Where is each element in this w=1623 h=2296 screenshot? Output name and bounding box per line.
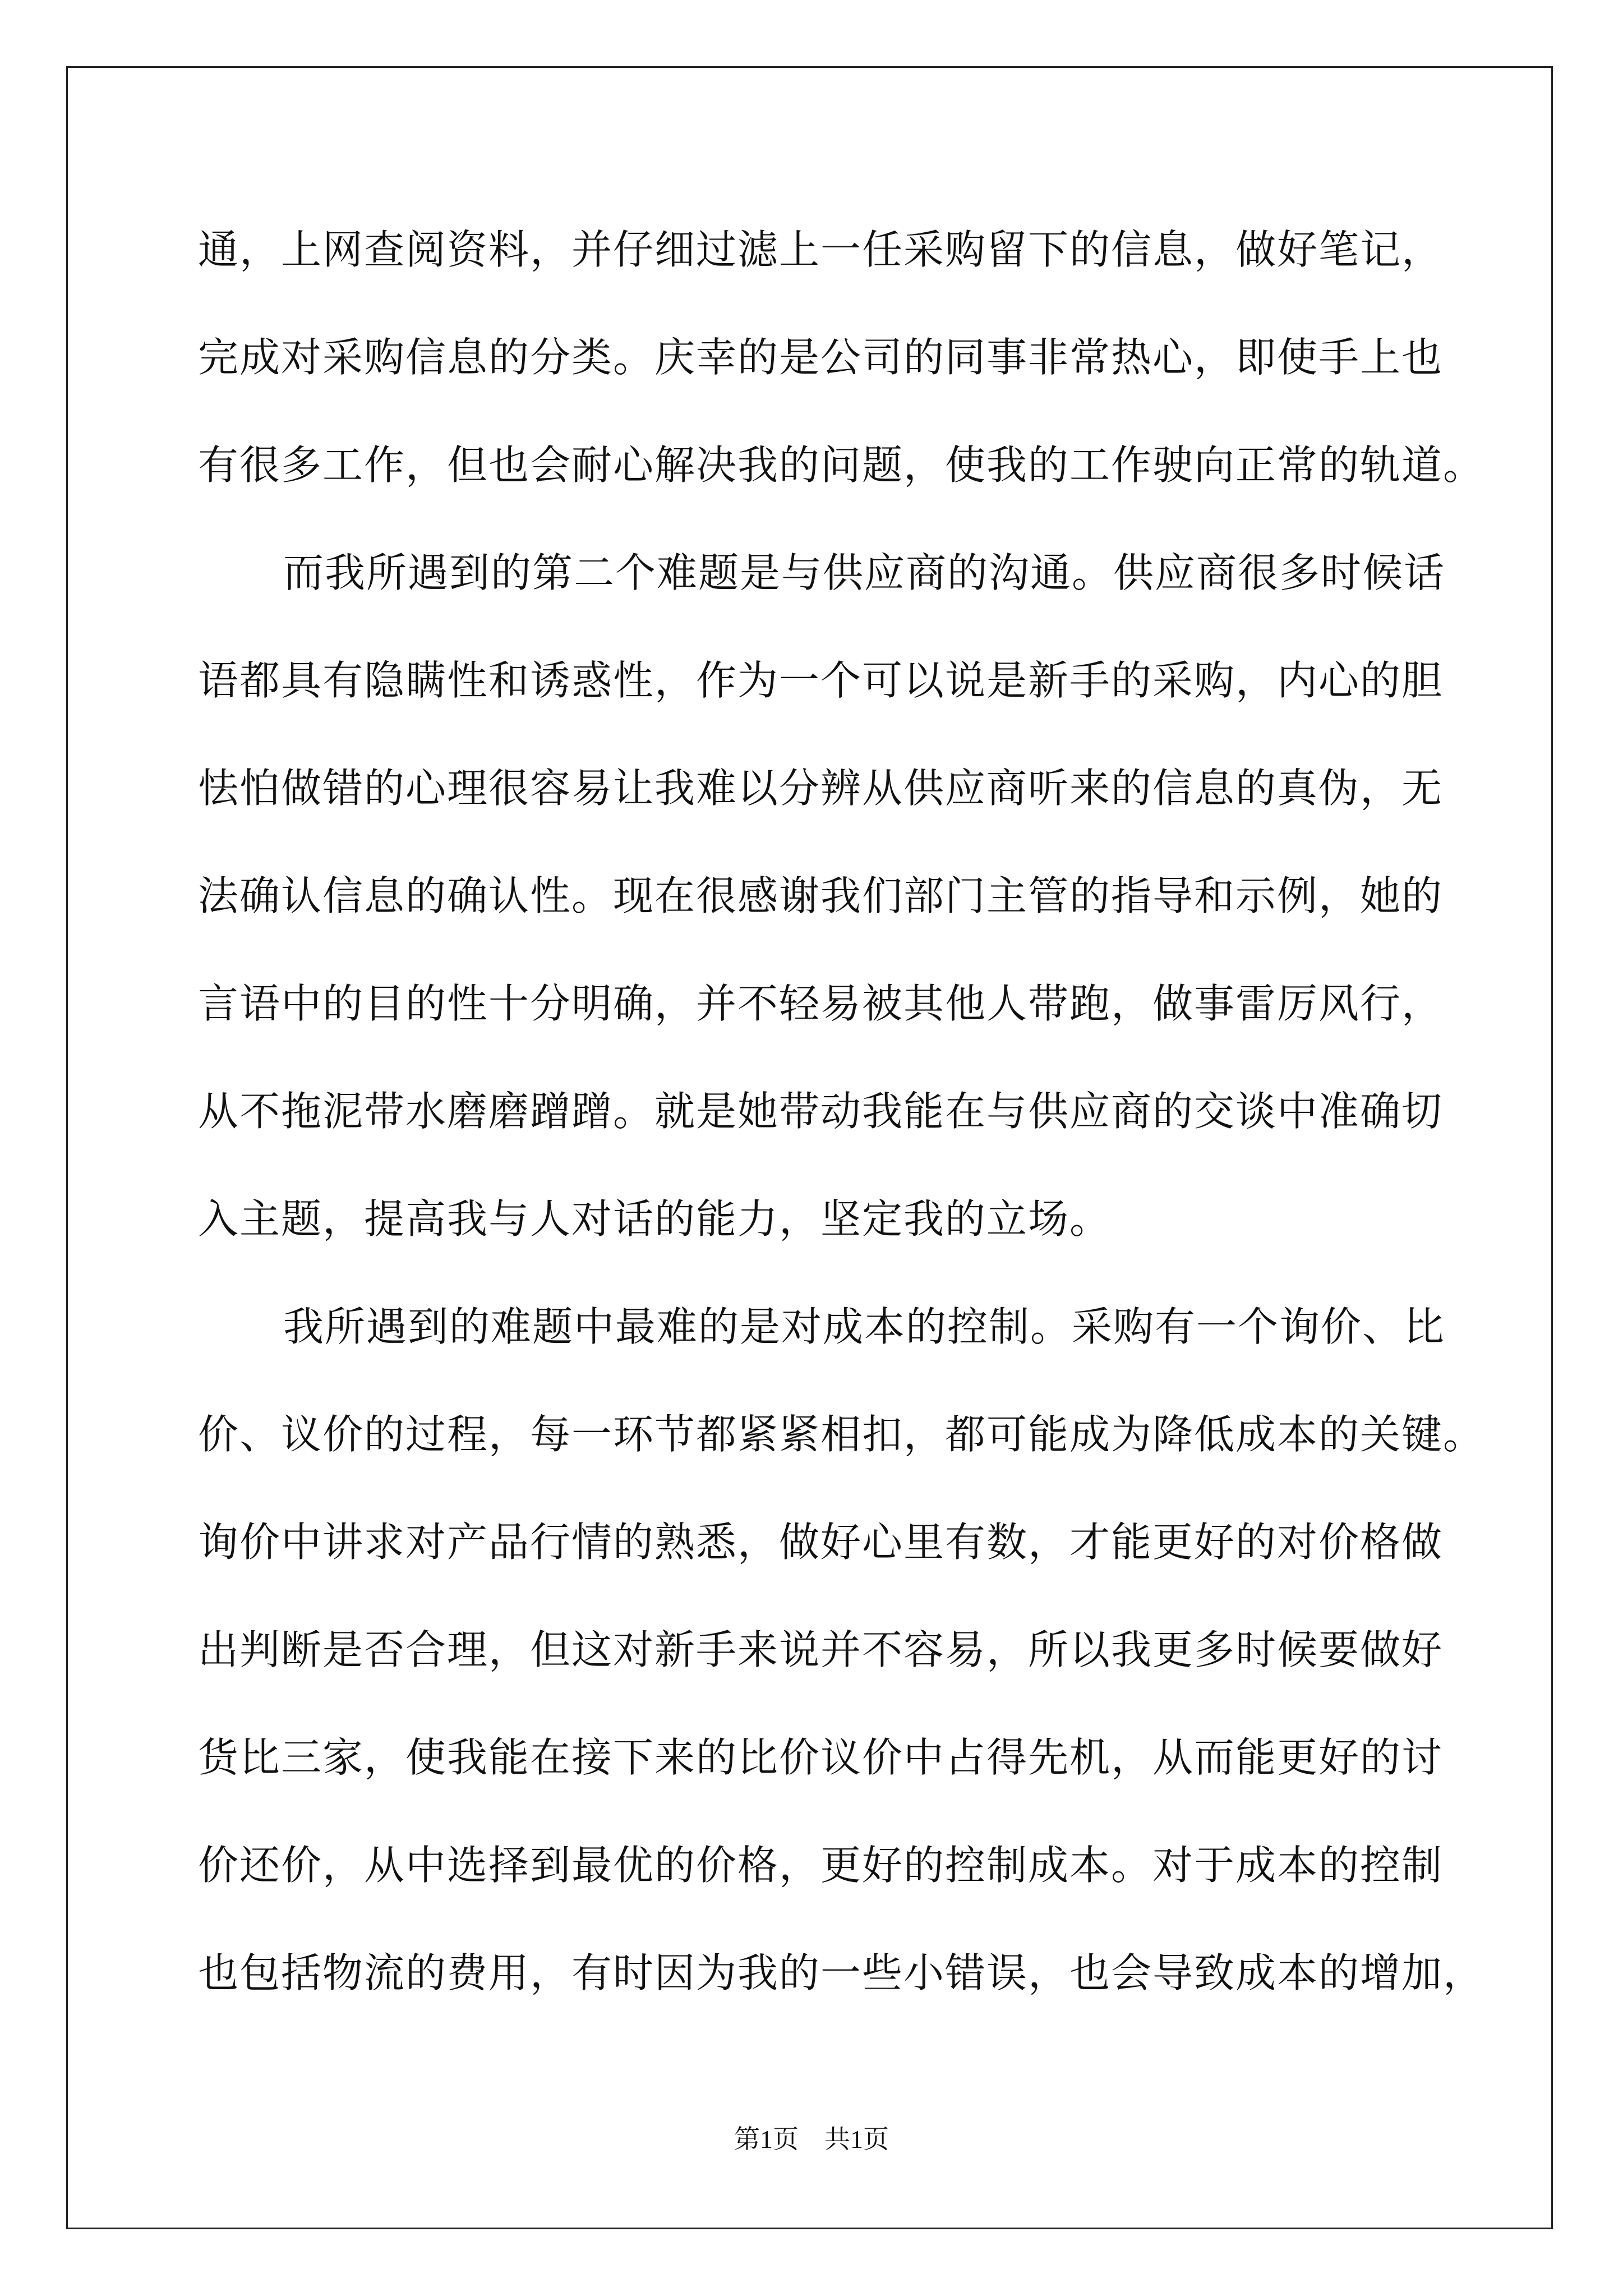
text-line: 出判断是否合理，但这对新手来说并不容易，所以我更多时候要做好 (198, 1626, 1444, 1673)
text-line: 而我所遇到的第二个难题是与供应商的沟通。供应商很多时候话 (283, 549, 1446, 596)
text-line: 价还价，从中选择到最优的价格，更好的控制成本。对于成本的控制 (198, 1842, 1444, 1889)
text-line: 从不拖泥带水磨磨蹭蹭。就是她带动我能在与供应商的交谈中准确切 (198, 1088, 1444, 1135)
text-line: 怯怕做错的心理很容易让我难以分辨从供应商听来的信息的真伪，无 (198, 765, 1444, 812)
page-footer: 第1页 共1页 (734, 2125, 889, 2154)
text-line: 我所遇到的难题中最难的是对成本的控制。采购有一个询价、比 (283, 1303, 1446, 1350)
text-line: 货比三家，使我能在接下来的比价议价中占得先机，从而能更好的讨 (198, 1734, 1444, 1781)
text-line: 通，上网查阅资料，并仔细过滤上一任采购留下的信息，做好笔记， (198, 226, 1444, 273)
text-line: 言语中的目的性十分明确，并不轻易被其他人带跑，做事雷厉风行， (198, 980, 1444, 1027)
text-line: 入主题，提高我与人对话的能力，坚定我的立场。 (198, 1195, 1112, 1243)
text-line: 询价中讲求对产品行情的熟悉，做好心里有数，才能更好的对价格做 (198, 1519, 1444, 1566)
text-line: 法确认信息的确认性。现在很感谢我们部门主管的指导和示例，她的 (198, 872, 1444, 919)
text-line: 语都具有隐瞒性和诱惑性，作为一个可以说是新手的采购，内心的胆 (198, 657, 1444, 704)
text-line: 价、议价的过程，每一环节都紧紧相扣，都可能成为降低成本的关键。 (198, 1411, 1485, 1458)
text-line: 有很多工作，但也会耐心解决我的问题，使我的工作驶向正常的轨道。 (198, 441, 1485, 489)
text-line: 也包括物流的费用，有时因为我的一些小错误，也会导致成本的增加， (198, 1949, 1485, 1996)
text-line: 完成对采购信息的分类。庆幸的是公司的同事非常热心，即使手上也 (198, 334, 1444, 381)
